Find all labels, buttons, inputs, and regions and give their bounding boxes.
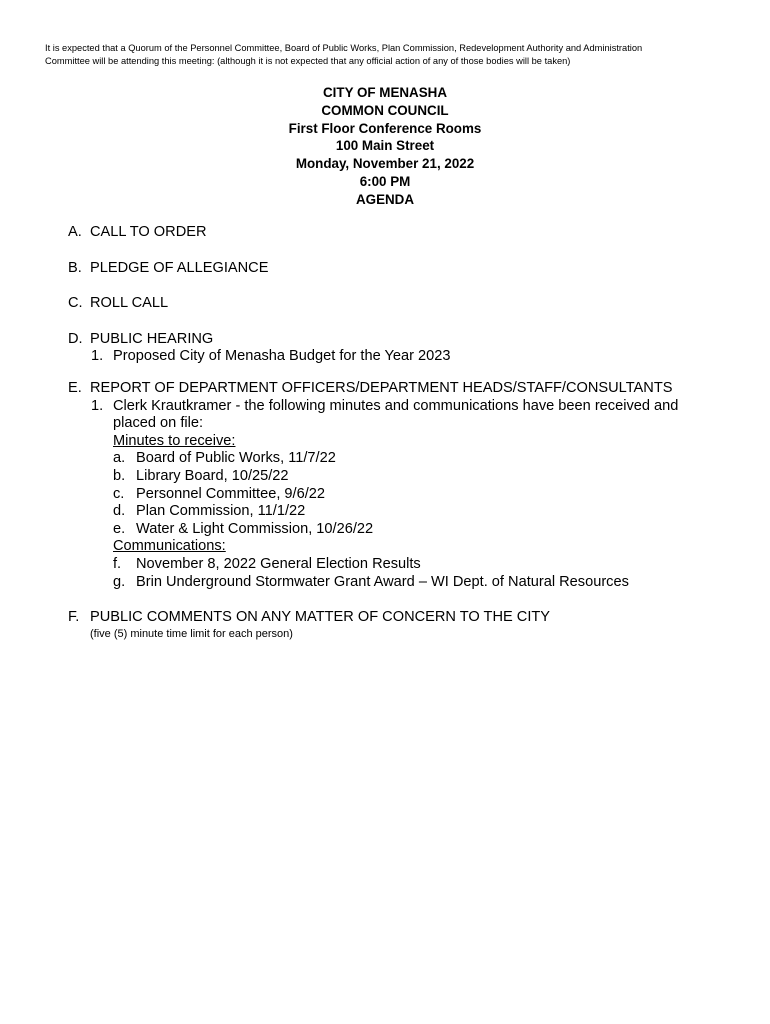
item-letter: F.: [68, 609, 80, 626]
header-council: COMMON COUNCIL: [321, 102, 449, 118]
item-title: PLEDGE OF ALLEGIANCE: [90, 259, 269, 276]
agenda-item-a: [68, 224, 758, 242]
minutes-item-letter: d.: [113, 503, 126, 520]
agenda-item-f: [68, 609, 758, 627]
agenda-item-e: [68, 380, 758, 398]
minutes-item-letter: a.: [113, 450, 126, 467]
subitem-text: Proposed City of Menasha Budget for the Year 2023: [113, 348, 451, 365]
item-title: ROLL CALL: [90, 295, 169, 312]
agenda-list: [68, 224, 758, 642]
communications-item-letter: f.: [113, 555, 122, 572]
subitem-number: 1.: [91, 397, 104, 414]
minutes-item: [113, 450, 758, 468]
quorum-notice: [45, 42, 735, 68]
minutes-item: [113, 521, 758, 539]
minutes-item-text: Plan Commission, 11/1/22: [136, 503, 306, 520]
communications-item: [113, 574, 758, 592]
header-doc-type: AGENDA: [355, 191, 415, 207]
header-date: Monday, November 21, 2022: [295, 156, 475, 172]
communications-item-text: Brin Underground Stormwater Grant Award – WI Dept. of Natural Resources: [136, 573, 629, 590]
quorum-notice-line-2: Committee will be attending this meeting: (although it is not expected that any official action of any of those bodies will be taken): [45, 56, 571, 66]
agenda-item-b: [68, 260, 758, 278]
communications-item-text: November 8, 2022 General Election Results: [136, 555, 421, 572]
subitem-text-line-2: placed on file:: [113, 415, 204, 432]
item-letter: B.: [68, 259, 82, 276]
subitem-text-line-1: Clerk Krautkramer - the following minutes and communications have been received and: [113, 397, 679, 414]
agenda-subitem-d1: [91, 348, 758, 366]
minutes-item-text: Water & Light Commission, 10/26/22: [136, 520, 374, 537]
agenda-header: [0, 84, 770, 209]
header-time: 6:00 PM: [359, 173, 411, 189]
minutes-item: [113, 468, 758, 486]
subitem-number: 1.: [91, 348, 104, 365]
communications-heading: Communications:: [113, 538, 226, 555]
agenda-item-d: [68, 331, 758, 349]
minutes-item: [113, 503, 758, 521]
minutes-heading: Minutes to receive:: [113, 432, 236, 449]
item-title: REPORT OF DEPARTMENT OFFICERS/DEPARTMENT HEADS/STAFF/CONSULTANTS: [90, 379, 673, 396]
communications-item-letter: g.: [113, 573, 126, 590]
item-letter: D.: [68, 330, 83, 347]
communications-item: [113, 556, 758, 574]
item-letter: E.: [68, 379, 82, 396]
header-address: 100 Main Street: [335, 138, 435, 154]
minutes-item-text: Personnel Committee, 9/6/22: [136, 485, 326, 502]
quorum-notice-line-1: It is expected that a Quorum of the Personnel Committee, Board of Public Works, Plan Commission, Redevelopment Authority and Administration: [45, 43, 643, 53]
item-letter: A.: [68, 224, 82, 240]
minutes-item-letter: b.: [113, 467, 126, 484]
agenda-subitem-e1: [91, 398, 758, 416]
item-title: PUBLIC HEARING: [90, 330, 214, 347]
item-title: CALL TO ORDER: [90, 224, 207, 240]
minutes-item: [113, 486, 758, 504]
minutes-item-letter: e.: [113, 520, 126, 537]
header-location: First Floor Conference Rooms: [288, 120, 482, 136]
item-letter: C.: [68, 295, 83, 312]
minutes-item-text: Board of Public Works, 11/7/22: [136, 450, 336, 467]
agenda-item-c: [68, 295, 758, 313]
minutes-item-text: Library Board, 10/25/22: [136, 467, 289, 484]
minutes-item-letter: c.: [113, 485, 125, 502]
public-comment-note: (five (5) minute time limit for each person): [90, 627, 293, 640]
item-title: PUBLIC COMMENTS ON ANY MATTER OF CONCERN TO THE CITY: [90, 609, 551, 626]
header-city: CITY OF MENASHA: [323, 85, 447, 100]
